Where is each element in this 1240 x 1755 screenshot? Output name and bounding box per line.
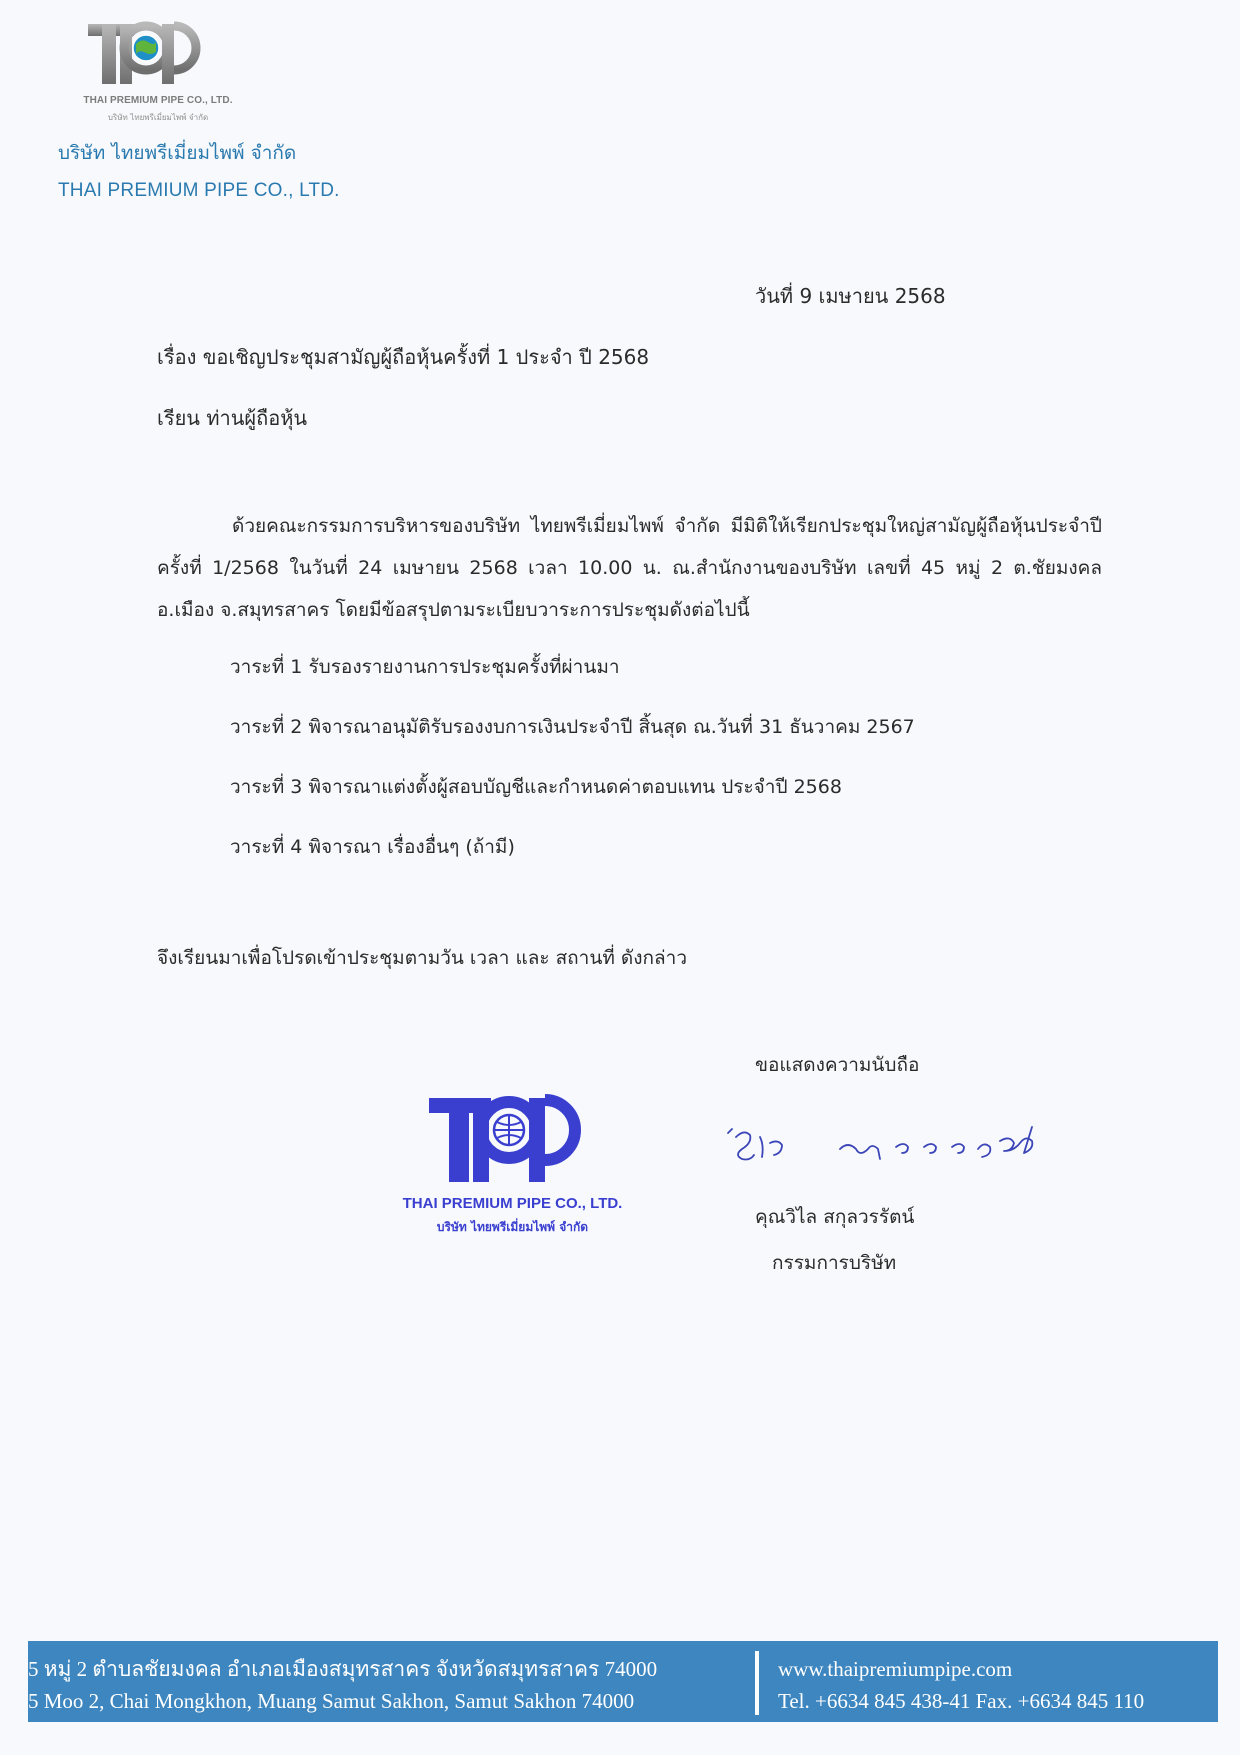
letter-salutation: เรียน ท่านผู้ถือหุ้น	[157, 406, 308, 430]
signer-name: คุณวิไล สกุลวรรัตน์	[755, 1206, 915, 1228]
agenda-item: วาระที่ 2 พิจารณาอนุมัติรับรองงบการเงินประจำปี สิ้นสุด ณ.วันที่ 31 ธันวาคม 2567	[230, 716, 915, 738]
agenda-item: วาระที่ 3 พิจารณาแต่งตั้งผู้สอบบัญชีและกำหนดค่าตอบแทน ประจำปี 2568	[230, 776, 842, 798]
tpp-stamp-icon	[425, 1090, 585, 1188]
footer-divider	[755, 1651, 759, 1715]
agenda-item: วาระที่ 4 พิจารณา เรื่องอื่นๆ (ถ้ามี)	[230, 836, 515, 858]
footer-phone-fax: Tel. +6634 845 438-41 Fax. +6634 845 110	[778, 1689, 1145, 1713]
footer-contact	[778, 1653, 1144, 1717]
company-name-en: THAI PREMIUM PIPE CO., LTD.	[58, 180, 340, 201]
tpp-logo-icon	[86, 18, 206, 90]
logo-caption-en: THAI PREMIUM PIPE CO., LTD.	[83, 95, 233, 106]
letter-regards: ขอแสดงความนับถือ	[755, 1054, 920, 1076]
company-name-th: บริษัท ไทยพรีเมี่ยมไพพ์ จำกัด	[58, 142, 297, 164]
stamp-text-en: THAI PREMIUM PIPE CO., LTD.	[402, 1195, 623, 1212]
letter-footer	[28, 1641, 1218, 1722]
letter-date: วันที่ 9 เมษายน 2568	[755, 284, 946, 308]
letter-body: ด้วยคณะกรรมการบริหารของบริษัท ไทยพรีเมี่ยมไพพ์ จำกัด มีมิติให้เรียกประชุมใหญ่สามัญผู้ถือหุ้นประจำปี ครั้งที่ 1/2568 ในวันที่ 24 เมษายน 2568 เวลา 10.00 น. ณ.สำนักงานของบริษัท เลขที่ 45 หมู่ 2 ต.ชัยมงคล อ.เมือง จ.สมุทรสาคร โดยมีข้อสรุปตามระเบียบวาระการประชุมดังต่อไปนี้	[157, 515, 1102, 621]
footer-address-th: 5 หมู่ 2 ตำบลชัยมงคล อำเภอเมืองสมุทรสาคร จังหวัดสมุทรสาคร 74000	[28, 1657, 658, 1681]
footer-address-en: 5 Moo 2, Chai Mongkhon, Muang Samut Sakhon, Samut Sakhon 74000	[28, 1689, 635, 1713]
footer-address	[28, 1653, 657, 1717]
agenda-list	[230, 652, 915, 892]
footer-website: www.thaipremiumpipe.com	[778, 1657, 1013, 1681]
handwritten-signature	[720, 1115, 1060, 1185]
agenda-item: วาระที่ 1 รับรองรายงานการประชุมครั้งที่ผ่านมา	[230, 656, 620, 678]
stamp-text-th: บริษัท ไทยพรีเมี่ยมไพพ์ จำกัด	[436, 1220, 589, 1234]
logo-caption-th: บริษัท ไทยพรีเมี่ยมไพพ์ จำกัด	[107, 113, 209, 122]
letter-closing: จึงเรียนมาเพื่อโปรดเข้าประชุมตามวัน เวลา และ สถานที่ ดังกล่าว	[157, 947, 688, 969]
company-stamp	[380, 1090, 650, 1240]
letter-subject: เรื่อง ขอเชิญประชุมสามัญผู้ถือหุ้นครั้งที่ 1 ประจำ ปี 2568	[157, 345, 650, 369]
signer-title: กรรมการบริษัท	[772, 1252, 897, 1274]
